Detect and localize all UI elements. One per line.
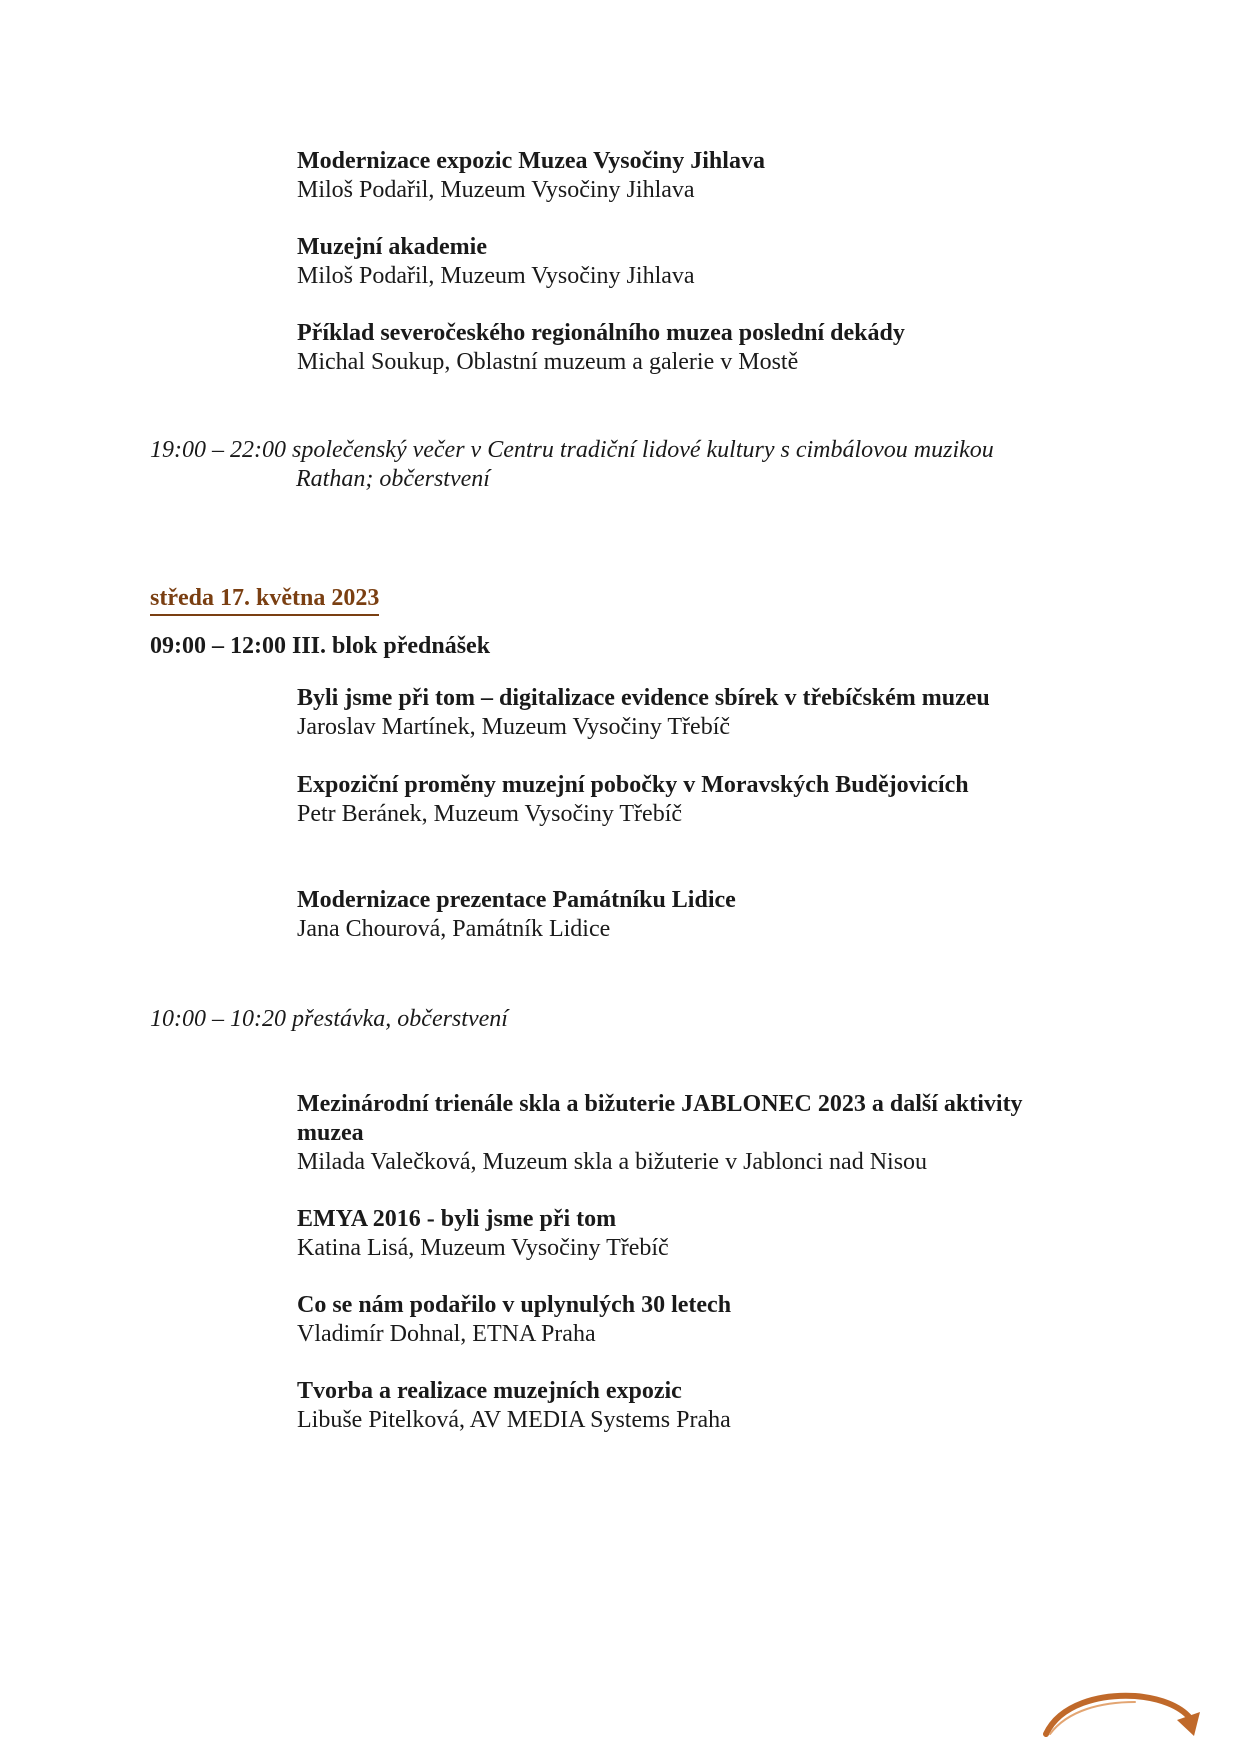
talk-title: Modernizace prezentace Památníku Lidice — [297, 887, 736, 913]
talk-item — [297, 1291, 1097, 1349]
talk-item — [297, 233, 1097, 291]
talk-speaker: Petr Beránek, Muzeum Vysočiny Třebíč — [297, 801, 683, 827]
talk-speaker: Libuše Pitelková, AV MEDIA Systems Praha — [297, 1407, 731, 1433]
talk-speaker: Michal Soukup, Oblastní muzeum a galerie v Mostě — [297, 349, 799, 375]
talk-title: Muzejní akademie — [297, 234, 487, 260]
talk-speaker: Vladimír Dohnal, ETNA Praha — [297, 1321, 596, 1347]
talk-speaker: Miloš Podařil, Muzeum Vysočiny Jihlava — [297, 177, 695, 203]
block-heading: 09:00 – 12:00 III. blok přednášek — [150, 633, 491, 659]
talk-item — [297, 1377, 1097, 1435]
evening-event: 19:00 – 22:00 společenský večer v Centru tradiční lidové kultury s cimbálovou muzikou — [150, 437, 994, 463]
talk-title: Mezinárodní trienále skla a bižuterie JABLONEC 2023 a další aktivity muzea — [297, 1091, 1023, 1146]
curved-arrow-right-icon[interactable] — [1040, 1690, 1210, 1740]
talk-item — [297, 1205, 1097, 1263]
break-item: 10:00 – 10:20 přestávka, občerstvení — [150, 1006, 508, 1032]
talk-speaker: Jaroslav Martínek, Muzeum Vysočiny Třebíč — [297, 714, 731, 740]
talk-speaker: Miloš Podařil, Muzeum Vysočiny Jihlava — [297, 263, 695, 289]
talk-item — [297, 684, 1097, 742]
talk-title: Co se nám podařilo v uplynulých 30 letech — [297, 1292, 732, 1318]
talk-title: Modernizace expozic Muzea Vysočiny Jihlava — [297, 148, 765, 174]
talk-item — [297, 771, 1097, 829]
day-heading: středa 17. května 2023 — [150, 584, 379, 616]
talk-title: Příklad severočeského regionálního muzea poslední dekády — [297, 320, 905, 346]
talk-speaker: Katina Lisá, Muzeum Vysočiny Třebíč — [297, 1235, 669, 1261]
talk-title: Tvorba a realizace muzejních expozic — [297, 1378, 682, 1404]
talk-title: EMYA 2016 - byli jsme při tom — [297, 1206, 617, 1232]
talk-title: Expoziční proměny muzejní pobočky v Moravských Budějovicích — [297, 772, 969, 798]
talk-item — [297, 147, 1097, 205]
talk-item — [297, 1090, 1087, 1177]
talk-speaker: Jana Chourová, Památník Lidice — [297, 916, 611, 942]
talk-item — [297, 319, 1097, 377]
evening-event-continued: Rathan; občerstvení — [296, 466, 490, 492]
talk-title: Byli jsme při tom – digitalizace evidence sbírek v třebíčském muzeu — [297, 685, 990, 711]
talk-item — [297, 886, 1097, 944]
talk-speaker: Milada Valečková, Muzeum skla a bižuterie v Jablonci nad Nisou — [297, 1149, 928, 1175]
